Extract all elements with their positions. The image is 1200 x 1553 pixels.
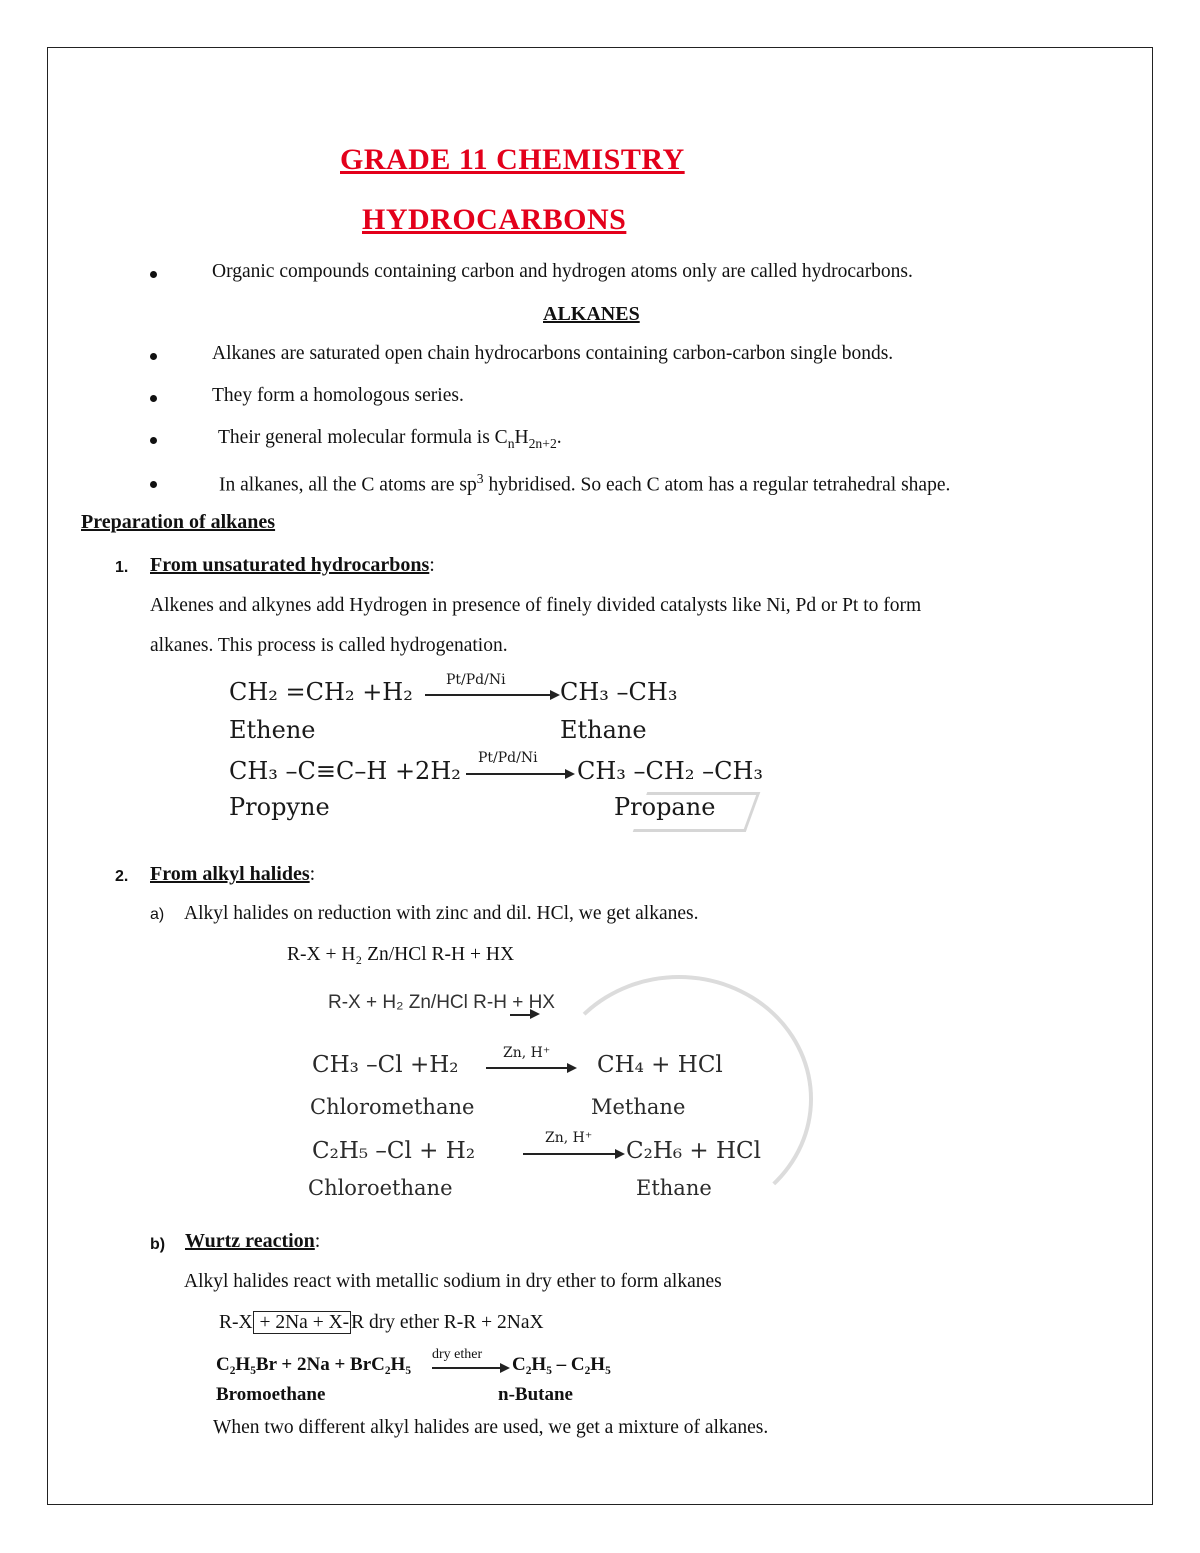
page-title: GRADE 11 CHEMISTRY <box>340 143 685 176</box>
reaction-arrow-icon <box>466 773 566 775</box>
watermark-shape <box>545 975 813 1223</box>
item-label: a) <box>150 906 165 923</box>
product-name: Ethane <box>636 1176 712 1200</box>
reactant-name: Ethene <box>229 716 316 744</box>
equation-products: C₂H₆ + HCl <box>626 1138 762 1164</box>
section2a-equation: R-X + H₂ Zn/HCl R-H + HX <box>287 944 515 965</box>
equation-products: CH₃ –CH₂ –CH₃ <box>577 757 763 785</box>
alkane-bullet-2: They form a homologous series. <box>212 385 464 406</box>
reactant-name: Chloromethane <box>310 1095 475 1119</box>
preparation-heading: Preparation of alkanes <box>81 511 276 533</box>
equation-reactants: C₂H₅Br + 2Na + BrC₂H₅ <box>216 1354 412 1375</box>
equation-products: C₂H₅ – C₂H₅ <box>512 1354 611 1375</box>
section1-line2: alkanes. This process is called hydrogenation. <box>150 635 508 656</box>
wurtz-text: Alkyl halides react with metallic sodium in dry ether to form alkanes <box>184 1271 722 1292</box>
bullet-icon <box>150 353 157 360</box>
reactant-name: Bromoethane <box>216 1384 326 1405</box>
bullet-icon <box>150 271 157 278</box>
equation-catalyst: Zn, H⁺ <box>545 1130 593 1146</box>
reaction-arrow-icon <box>432 1367 502 1369</box>
bullet-icon <box>150 437 157 444</box>
bullet-icon <box>150 395 157 402</box>
equation-reactants: CH₃ –Cl +H₂ <box>312 1052 459 1078</box>
alkane-bullet-4: In alkanes, all the C atoms are $sp^3$ hybridised. So each C atom has a regular tetrahedral shape. <box>219 471 951 496</box>
reaction-arrow-icon <box>510 1014 532 1016</box>
wurtz-equation: R-X + 2Na + X- R dry ether R-R + 2NaX <box>219 1312 544 1333</box>
equation-products: CH₃ –CH₃ <box>560 678 678 706</box>
intro-bullet-text: Organic compounds containing carbon and hydrogen atoms only are called hydrocarbons. <box>212 261 913 282</box>
section1-line1: Alkenes and alkynes add Hydrogen in presence of finely divided catalysts like Ni, Pd or Pt to form <box>150 595 922 616</box>
section1-heading: From unsaturated hydrocarbons: <box>150 554 435 576</box>
reactant-name: Chloroethane <box>308 1176 453 1200</box>
alkanes-heading: ALKANES <box>543 303 640 325</box>
reactant-name: Propyne <box>229 793 330 821</box>
product-name: n-Butane <box>498 1384 573 1405</box>
page-subtitle: HYDROCARBONS <box>362 203 627 236</box>
arrow-head-icon <box>565 769 575 779</box>
product-name: Propane <box>614 793 716 821</box>
bullet-icon <box>150 481 157 488</box>
section2a-equation-image: R-X + H₂ Zn/HCl R-H + HX <box>328 992 555 1013</box>
arrow-head-icon <box>530 1009 540 1019</box>
section2-heading: From alkyl halides: <box>150 863 316 885</box>
equation-reactants: CH₂ =CH₂ +H₂ <box>229 678 413 706</box>
equation-catalyst: dry ether <box>432 1347 483 1362</box>
product-name: Methane <box>591 1095 686 1119</box>
section-number: 2. <box>115 868 129 885</box>
wurtz-heading: Wurtz reaction: <box>185 1230 321 1252</box>
wurtz-note: When two different alkyl halides are used, we get a mixture of alkanes. <box>213 1417 769 1438</box>
equation-reactants: C₂H₅ –Cl + H₂ <box>312 1138 476 1164</box>
arrow-head-icon <box>500 1363 510 1373</box>
equation-reactants: CH₃ –C≡C–H +2H₂ <box>229 757 461 785</box>
equation-catalyst: Zn, H⁺ <box>503 1045 551 1061</box>
product-name: Ethane <box>560 716 647 744</box>
arrow-head-icon <box>550 690 560 700</box>
alkane-bullet-3: Their general molecular formula is $C_nH_{2n+2}$. <box>218 427 562 451</box>
alkane-bullet-1: Alkanes are saturated open chain hydrocarbons containing carbon-carbon single bonds. <box>212 343 894 364</box>
equation-catalyst: Pt/Pd/Ni <box>478 750 538 766</box>
section2a-text: Alkyl halides on reduction with zinc and dil. HCl, we get alkanes. <box>184 903 699 924</box>
item-label: b) <box>150 1236 166 1253</box>
watermark-shape <box>633 792 761 832</box>
equation-catalyst: Pt/Pd/Ni <box>446 672 506 688</box>
equation-products: CH₄ + HCl <box>597 1052 723 1078</box>
reaction-arrow-icon <box>425 694 551 696</box>
section-number: 1. <box>115 559 129 576</box>
